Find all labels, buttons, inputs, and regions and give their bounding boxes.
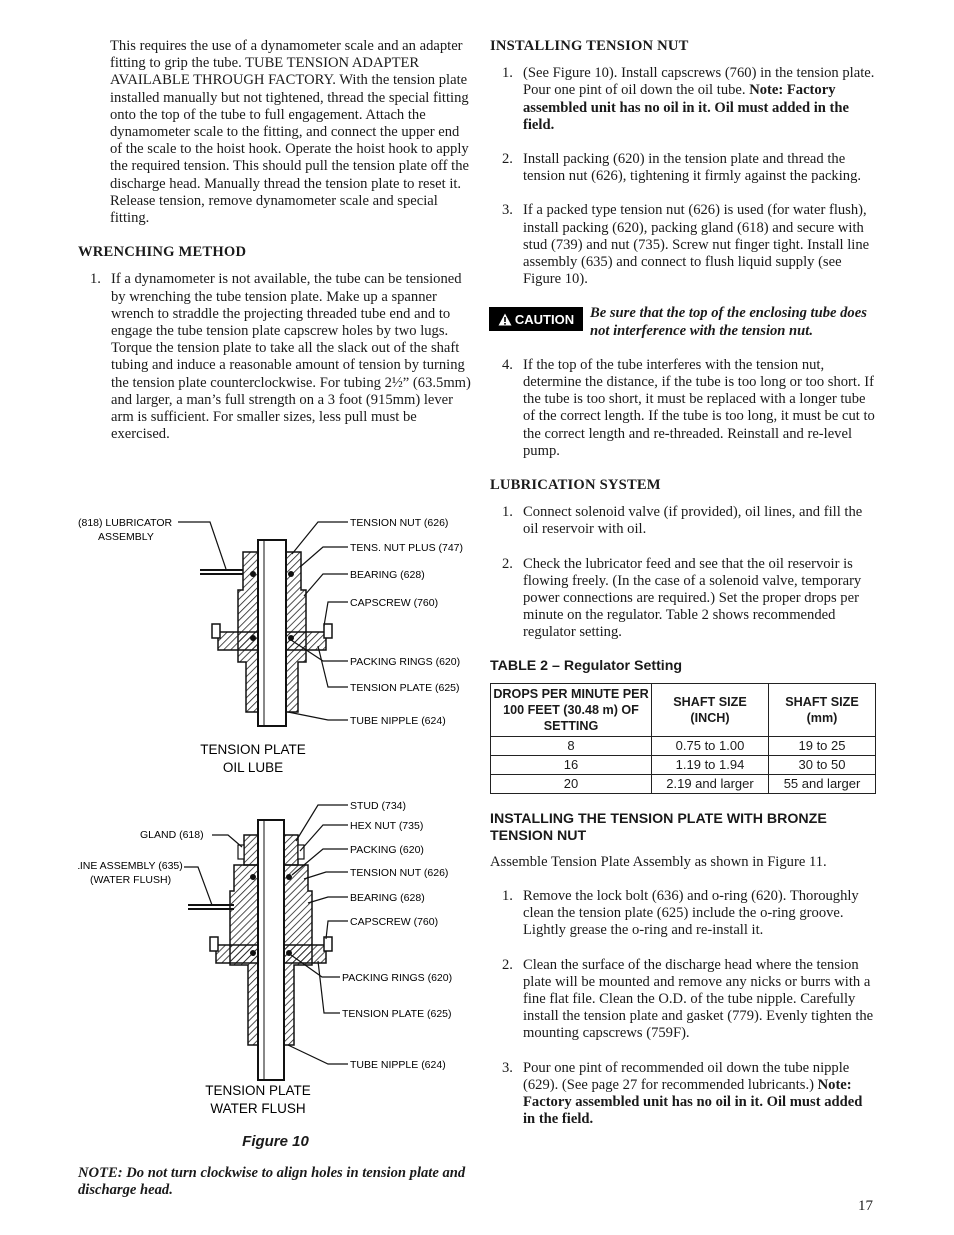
lubricator-label-line2: ASSEMBLY bbox=[98, 531, 154, 543]
figure-water-flush bbox=[78, 795, 473, 1120]
figure-caption: Figure 10 bbox=[242, 1133, 309, 1150]
step-text: If a dynamometer is not available, the tube can be tensioned by wrenching the tube tension plate. Make up a spanner wrench to straddle the projecting threaded tube end and to engage the tube tension plate capscrew holes by two lugs. Torque the tension plate to take all the slack out of the shaft tubing and induce a reasonable amount of tension by turning the tension plate counterclockwise. For tubing 2½” (63.5mm) and larger, a man’s full strength on a 3 foot (915mm) lever arm is sufficient. For smaller sizes, less pull must be exercised. bbox=[111, 271, 471, 443]
fig2-label-tension-nut: TENSION NUT (626) bbox=[350, 867, 449, 879]
nut-step-4 bbox=[490, 357, 877, 460]
table-row bbox=[491, 736, 876, 755]
step-number: 2. bbox=[502, 151, 513, 168]
fig2-label-packing: PACKING (620) bbox=[350, 844, 424, 856]
nut-step-3 bbox=[490, 202, 877, 288]
table-cell: 8 bbox=[491, 736, 652, 755]
fig2-label-water-flush: (WATER FLUSH) bbox=[90, 874, 172, 886]
bronze-tension-nut-heading: INSTALLING THE TENSION PLATE WITH BRONZE TENSION NUT bbox=[490, 810, 827, 844]
table-cell: 1.19 to 1.94 bbox=[652, 755, 769, 774]
table-row bbox=[491, 774, 876, 793]
oil-lube-diagram bbox=[78, 512, 473, 782]
fig1-caption-line2: OIL LUBE bbox=[222, 760, 284, 775]
caution-label: CAUTION bbox=[514, 311, 575, 327]
note-content: NOTE: Do not turn clockwise to align holes in tension plate and discharge head. bbox=[78, 1165, 466, 1199]
step-number: 1. bbox=[90, 271, 101, 288]
note-text bbox=[78, 1165, 473, 1199]
lub-step-1 bbox=[490, 504, 877, 538]
fig1-label-tension-plate: TENSION PLATE (625) bbox=[350, 682, 460, 694]
fig2-caption-line2: WATER FLUSH bbox=[210, 1101, 306, 1116]
fig1-label-tube-nipple: TUBE NIPPLE (624) bbox=[350, 715, 446, 727]
nut-step-1 bbox=[490, 65, 877, 134]
step-text: Pour one pint of recommended oil down the tube nipple (629). (See page 27 for recommended lubricants.) bbox=[523, 1059, 850, 1093]
table-header: SHAFT SIZE (mm) bbox=[769, 683, 876, 736]
step-text: Check the lubricator feed and see that the oil reservoir is flowing freely. (In the case of a solenoid valve, temporary power connections are required.) Set the proper drops per minute on the regulator. Table 2 shows recommended regulator setting. bbox=[523, 555, 862, 641]
bronze-step-1 bbox=[490, 888, 877, 940]
fig2-caption-line1: TENSION PLATE bbox=[205, 1083, 311, 1098]
fig2-label-hex-nut: HEX NUT (735) bbox=[350, 820, 424, 832]
step-number: 1. bbox=[502, 887, 513, 904]
fig2-label-tube-nipple: TUBE NIPPLE (624) bbox=[350, 1059, 446, 1071]
fig1-label-bearing: BEARING (628) bbox=[350, 569, 425, 581]
fig2-label-tension-plate: TENSION PLATE (625) bbox=[342, 1008, 452, 1020]
fig1-label-capscrew: CAPSCREW (760) bbox=[350, 597, 439, 609]
step-number: 1. bbox=[502, 65, 513, 82]
step-text: If the top of the tube interferes with the tension nut, determine the distance, if the tube is too long or too short. If the tube is too short, it must be replaced with a longer tube of the correct length. If the tube is too long, it must be cut to the correct length and re-threaded. Reinstall and re-level pump. bbox=[523, 356, 875, 459]
step-number: 1. bbox=[502, 504, 513, 521]
fig2-label-line-assembly: LINE ASSEMBLY (635) bbox=[78, 860, 183, 872]
fig1-label-tens-nut-plus: TENS. NUT PLUS (747) bbox=[350, 542, 464, 554]
bronze-intro: Assemble Tension Plate Assembly as shown in Figure 11. bbox=[490, 853, 827, 870]
wrenching-step bbox=[78, 271, 473, 443]
installing-tension-nut-heading: INSTALLING TENSION NUT bbox=[490, 38, 689, 54]
table-cell: 55 and larger bbox=[769, 774, 876, 793]
fig1-label-packing-rings: PACKING RINGS (620) bbox=[350, 656, 461, 668]
table-row bbox=[491, 755, 876, 774]
lub-step-2 bbox=[490, 556, 877, 642]
regulator-setting-table bbox=[490, 683, 876, 794]
nut-step-2 bbox=[490, 151, 877, 185]
right-column bbox=[490, 38, 877, 1128]
fig1-label-tension-nut: TENSION NUT (626) bbox=[350, 517, 449, 529]
lubricator-label-line1: (818) LUBRICATOR bbox=[78, 517, 173, 529]
step-text: Install packing (620) in the tension plate and thread the tension nut (626), tightening it firmly against the packing. bbox=[523, 151, 862, 185]
fig2-label-bearing: BEARING (628) bbox=[350, 892, 425, 904]
intro-paragraph: This requires the use of a dynamometer scale and an adapter fitting to grip the tube. TUBE TENSION ADAPTER AVAILABLE THROUGH FACTORY. With the tension plate installed manually but not tightened, thread the special fitting onto the top of the tube to full engagement. Attach the dynamometer scale to the fitting, and connect the upper end of the scale to the hoist hook. Operate the hoist hook to apply the required tension. This should pull the tension plate off the discharge head. Manually thread the tension plate to reset it. Release tension, remove dynamometer scale and special fitting. bbox=[110, 38, 469, 227]
fig2-label-capscrew: CAPSCREW (760) bbox=[350, 916, 439, 928]
step-text: Remove the lock bolt (636) and o-ring (620). Thoroughly clean the tension plate (625) include the o-ring groove. Lightly grease the o-ring and re-install it. bbox=[523, 887, 859, 939]
table-cell: 19 to 25 bbox=[769, 736, 876, 755]
page-number: 17 bbox=[858, 1198, 873, 1214]
caution-box bbox=[490, 305, 877, 339]
wrenching-method-heading: WRENCHING METHOD bbox=[78, 244, 247, 261]
fig2-label-gland: GLAND (618) bbox=[140, 829, 204, 841]
step-number: 2. bbox=[502, 555, 513, 572]
table-cell: 0.75 to 1.00 bbox=[652, 736, 769, 755]
table-header-row bbox=[491, 683, 876, 736]
step-note: Note: Factory assembled unit has no oil in it. Oil must added in the field. bbox=[523, 82, 850, 133]
step-note: Note: Factory assembled unit has no oil in it. Oil must added in the field. bbox=[523, 1076, 863, 1128]
bronze-step-2 bbox=[490, 957, 877, 1043]
table-cell: 20 bbox=[491, 774, 652, 793]
step-text: Clean the surface of the discharge head where the tension plate will be mounted and remove any nicks or burrs with a fine flat file. Clean the O.D. of the tube nipple. Carefully install the tension plate and gasket (779). Evenly tighten the mounting capscrews (759F). bbox=[523, 956, 874, 1042]
table-header: DROPS PER MINUTE PER 100 FEET (30.48 m) OF SETTING bbox=[491, 683, 652, 736]
step-number: 2. bbox=[502, 956, 513, 973]
table-header: SHAFT SIZE (INCH) bbox=[652, 683, 769, 736]
bronze-step-3 bbox=[490, 1060, 877, 1129]
figure-oil-lube bbox=[78, 512, 473, 782]
water-flush-diagram bbox=[78, 795, 473, 1120]
caution-badge bbox=[490, 308, 582, 330]
table-cell: 30 to 50 bbox=[769, 755, 876, 774]
step-number: 3. bbox=[502, 1059, 513, 1076]
fig1-caption-line1: TENSION PLATE bbox=[200, 742, 306, 757]
step-text: If a packed type tension nut (626) is used (for water flush), install packing (620), packing gland (618) and secure with stud (739) and nut (735). Screw nut finger tight. Install line assembly (635) and connect to flush liquid supply (see Figure 10). bbox=[523, 202, 870, 288]
fig2-label-stud: STUD (734) bbox=[350, 800, 407, 812]
caution-text: Be sure that the top of the enclosing tube does not interference with the tension nut. bbox=[590, 305, 867, 339]
table-cell: 2.19 and larger bbox=[652, 774, 769, 793]
table-title: TABLE 2 – Regulator Setting bbox=[490, 657, 683, 674]
table-cell: 16 bbox=[491, 755, 652, 774]
left-column bbox=[78, 38, 473, 443]
step-number: 3. bbox=[502, 202, 513, 219]
step-text: Connect solenoid valve (if provided), oil lines, and fill the oil reservoir with oil. bbox=[523, 504, 863, 538]
fig2-label-packing-rings: PACKING RINGS (620) bbox=[342, 972, 453, 984]
step-number: 4. bbox=[502, 356, 513, 373]
step-text: (See Figure 10). Install capscrews (760) in the tension plate. Pour one pint of oil down the oil tube. bbox=[523, 65, 875, 99]
lubrication-system-heading: LUBRICATION SYSTEM bbox=[490, 477, 661, 494]
warning-triangle-icon bbox=[498, 313, 512, 326]
